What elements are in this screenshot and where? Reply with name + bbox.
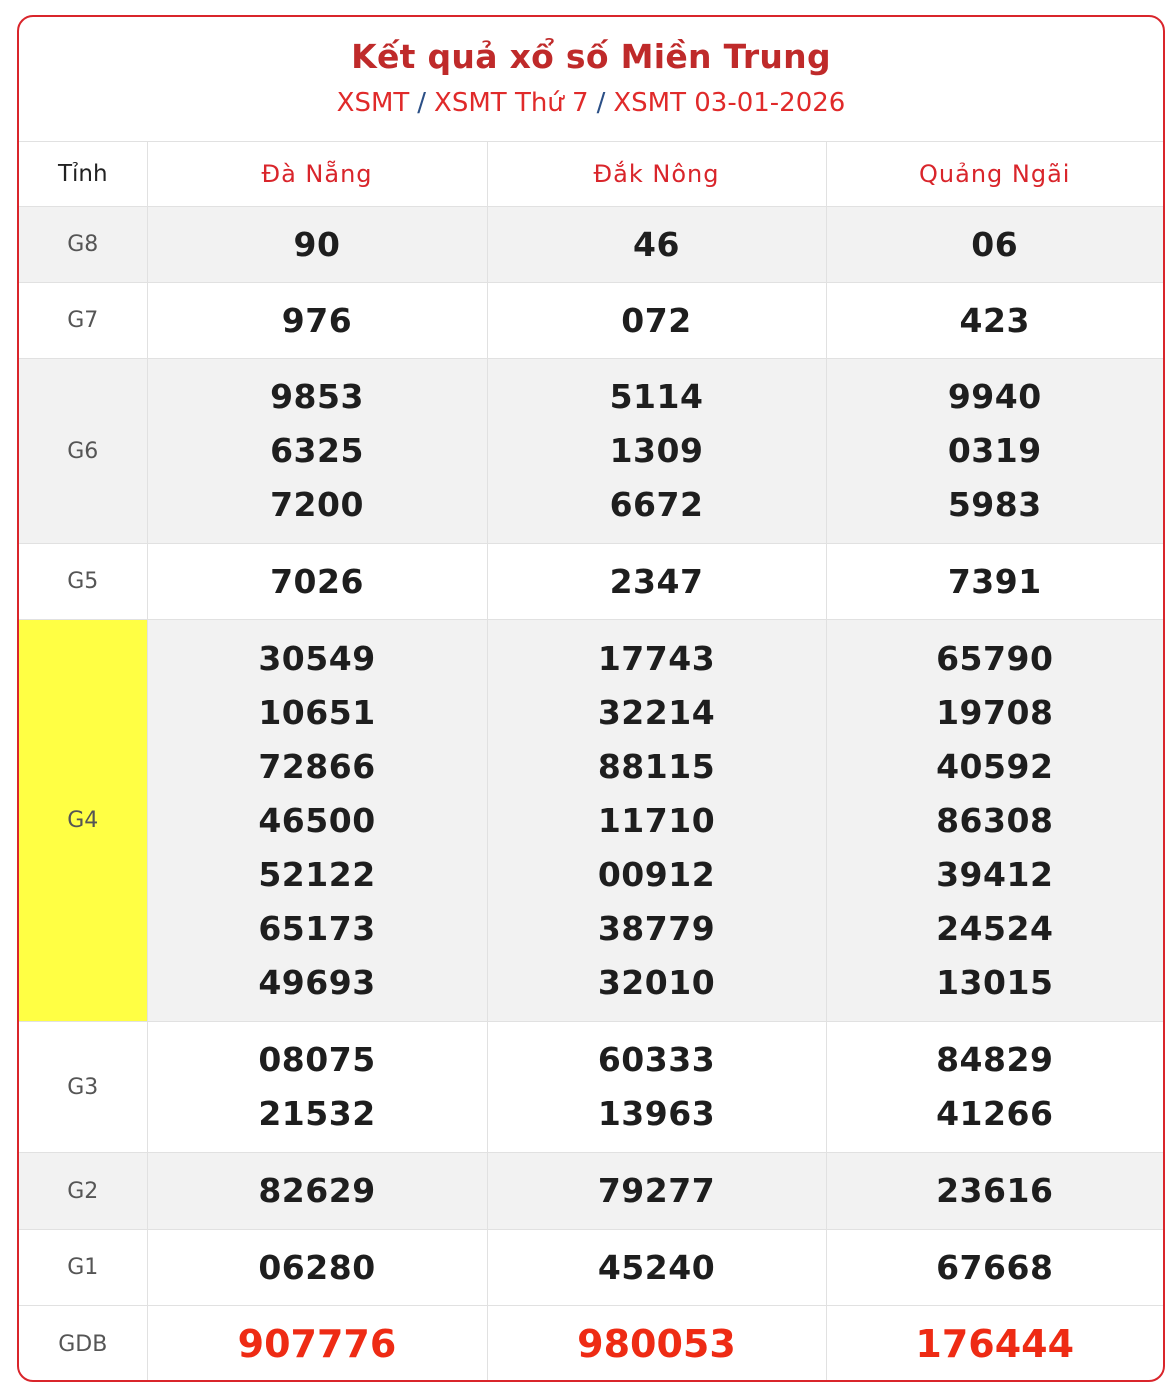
breadcrumb-separator: / [417, 88, 427, 118]
result-number: 24524 [936, 908, 1054, 948]
result-number: 13015 [936, 962, 1054, 1002]
result-cell [487, 283, 826, 359]
result-cell [826, 620, 1163, 1022]
result-number: 11710 [597, 800, 716, 840]
result-number: 49693 [258, 962, 376, 1002]
result-number: 72866 [258, 746, 376, 786]
results-card [17, 15, 1165, 1382]
result-cell [826, 283, 1163, 359]
result-number: 06280 [258, 1247, 376, 1287]
result-number: 46 [633, 224, 680, 264]
result-number: 65173 [258, 908, 376, 948]
result-cell [147, 207, 487, 283]
result-number: 39412 [936, 854, 1054, 894]
result-number: 52122 [258, 854, 376, 894]
result-number: 9853 [270, 377, 364, 416]
result-number: 7200 [270, 485, 364, 524]
result-number: 2347 [609, 561, 704, 601]
result-number: 9940 [947, 377, 1042, 416]
breadcrumb-link-date[interactable]: XSMT 03-01-2026 [613, 88, 846, 118]
result-number: 072 [621, 300, 692, 340]
prize-label: GDB [19, 1306, 147, 1383]
result-number: 1309 [609, 431, 704, 470]
result-cell [147, 1153, 487, 1230]
jackpot-number: 907776 [237, 1322, 397, 1366]
prize-label: G7 [19, 283, 147, 359]
result-number: 17743 [597, 638, 716, 678]
result-cell [147, 1306, 487, 1383]
result-cell [826, 1153, 1163, 1230]
result-number: 00912 [597, 854, 716, 894]
result-cell [147, 1230, 487, 1306]
prize-label: G4 [19, 620, 147, 1022]
result-cell [487, 207, 826, 283]
result-number: 90 [293, 224, 341, 264]
result-number: 45240 [597, 1247, 716, 1287]
breadcrumb-link-xsmt[interactable]: XSMT [336, 88, 410, 118]
prize-label: G8 [19, 207, 147, 283]
result-number: 30549 [258, 638, 376, 678]
result-number: 13963 [597, 1094, 716, 1133]
jackpot-number: 176444 [915, 1322, 1075, 1366]
prize-label: G2 [19, 1153, 147, 1230]
result-number: 976 [281, 300, 353, 340]
result-number: 67668 [936, 1247, 1054, 1287]
result-cell [487, 359, 826, 544]
result-cell [826, 207, 1163, 283]
result-number: 32010 [597, 962, 716, 1002]
result-cell [487, 1022, 826, 1153]
result-cell [147, 544, 487, 620]
result-number: 82629 [258, 1171, 376, 1210]
jackpot-number: 980053 [577, 1322, 736, 1366]
result-number: 60333 [597, 1040, 716, 1079]
result-number: 41266 [936, 1094, 1054, 1133]
breadcrumb [19, 88, 1163, 118]
result-number: 32214 [597, 692, 716, 732]
prize-row-g4 [19, 620, 1163, 1022]
result-number: 0319 [947, 431, 1042, 470]
result-cell [826, 1230, 1163, 1306]
result-cell [147, 283, 487, 359]
result-number: 5983 [947, 485, 1042, 524]
result-number: 86308 [936, 800, 1054, 840]
result-number: 46500 [258, 800, 376, 840]
province-header-da-nang[interactable]: Đà Nẵng [147, 142, 487, 207]
prize-label: G1 [19, 1230, 147, 1306]
result-number: 79277 [597, 1171, 716, 1210]
table-header-row [19, 142, 1163, 207]
result-cell [147, 359, 487, 544]
result-cell [487, 1306, 826, 1383]
row-label-header: Tỉnh [19, 142, 147, 207]
prize-row-g7 [19, 283, 1163, 359]
result-number: 7026 [270, 561, 364, 601]
result-number: 7391 [947, 561, 1042, 601]
result-cell [487, 1153, 826, 1230]
result-cell [487, 1230, 826, 1306]
result-number: 21532 [258, 1094, 376, 1133]
prize-row-gdb [19, 1306, 1163, 1383]
prize-row-g2 [19, 1153, 1163, 1230]
result-number: 84829 [936, 1040, 1054, 1079]
result-number: 38779 [597, 908, 716, 948]
results-table [19, 141, 1163, 1382]
prize-row-g3 [19, 1022, 1163, 1153]
prize-row-g5 [19, 544, 1163, 620]
prize-row-g1 [19, 1230, 1163, 1306]
result-number: 23616 [936, 1171, 1054, 1210]
province-header-quang-ngai[interactable]: Quảng Ngãi [826, 142, 1163, 207]
result-number: 423 [959, 300, 1030, 340]
result-cell [826, 544, 1163, 620]
result-cell [487, 620, 826, 1022]
result-cell [826, 1306, 1163, 1383]
prize-row-g8 [19, 207, 1163, 283]
result-number: 5114 [609, 377, 704, 416]
breadcrumb-link-weekday[interactable]: XSMT Thứ 7 [434, 88, 589, 118]
prize-label: G3 [19, 1022, 147, 1153]
prize-row-g6 [19, 359, 1163, 544]
breadcrumb-separator: / [596, 88, 606, 118]
result-number: 6325 [270, 431, 364, 470]
result-cell [826, 1022, 1163, 1153]
province-header-dak-nong[interactable]: Đắk Nông [487, 142, 826, 207]
result-number: 19708 [936, 692, 1054, 732]
result-number: 08075 [258, 1040, 376, 1079]
result-number: 06 [971, 224, 1019, 264]
result-number: 88115 [597, 746, 716, 786]
result-number: 65790 [936, 638, 1054, 678]
result-number: 10651 [258, 692, 376, 732]
result-cell [147, 620, 487, 1022]
prize-label: G5 [19, 544, 147, 620]
result-number: 40592 [936, 746, 1054, 786]
result-cell [487, 544, 826, 620]
result-cell [826, 359, 1163, 544]
results-header [19, 17, 1163, 141]
result-number: 6672 [609, 485, 704, 524]
page-title: Kết quả xổ số Miền Trung [351, 37, 831, 76]
result-cell [147, 1022, 487, 1153]
prize-label: G6 [19, 359, 147, 544]
